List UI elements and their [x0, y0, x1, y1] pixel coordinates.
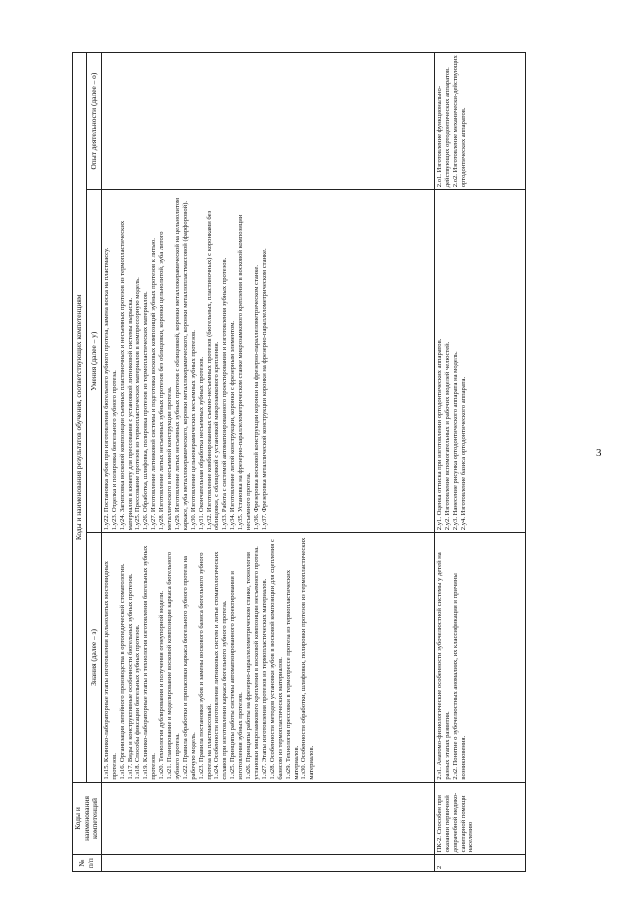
header-knowledge: Знания (далее – з) — [87, 533, 101, 782]
list-item: 1.з25. Принципы работы системы автоматизированного проектирования и изготовления зубных протезов. — [229, 571, 245, 780]
list-item: 1.у24. Загипсовка восковой композиции съемных пластиночных и несъемных протезов из термопластических материалов в кювету для прессования с установкой литниковой системы вырыска. — [118, 220, 134, 531]
row1-skills — [101, 190, 434, 533]
list-item: 1.з29. Технология прессовки в термопрессе протеза из термопластических материалов. — [284, 570, 300, 780]
list-item: 1.у37. Фрезеровка металлической конструкции коронки на фрезерно-параллелометрическом станке. — [260, 248, 268, 531]
header-experience: Опыт деятельности (далее – о) — [87, 53, 101, 190]
competency-table — [72, 52, 526, 872]
competency-table-rotated — [72, 52, 600, 872]
list-item: 2.у1. Оценка оттиска при изготовлении ортодонтических аппаратов. — [435, 338, 443, 531]
list-item: 1.з20. Технология дублирования и получения огнеупорной модели. — [158, 590, 166, 780]
row2-code: ПК-2. Способен при оказании первичной доврачебной медико-санитарной помощи населению — [434, 782, 525, 855]
list-item: 1.з18. Способы фиксации бюгельных зубных протезов. — [134, 624, 142, 780]
table-row — [434, 53, 525, 872]
list-item: 2.у2. Изготовление вспомогательных и рабочих моделей челюстей. — [443, 341, 451, 531]
list-item: 1.у26. Обработка, шлифовка, полировка протезов из термопластических материалов. — [142, 291, 150, 531]
header-group: Коды и наименования результатов обучения, соответствующих компетенциям — [73, 53, 87, 783]
list-item: 1.у32. Изготовление комбинированных съемно-несъемных протезов (бюгельных, пластиночных) с коронками без облицовки, с облицовкой с установкой микрозамкового крепления. — [205, 210, 221, 531]
list-item: 2.у4. Изготовление базиса ортодонтического аппарата. — [459, 376, 467, 531]
row2-experience — [434, 53, 525, 190]
list-item: 1.з30. Особенности обработки, шлифовки, полировки протезов из термопластических материалов. — [300, 537, 316, 780]
table-row — [101, 53, 434, 872]
list-item: 1.з16. Организация литейного производства в ортопедической стоматологии. — [118, 563, 126, 780]
row2-knowledge — [434, 533, 525, 782]
list-item: 1.з21. Планирование и моделирование восковой композиции каркаса бюгельного зубного протеза. — [166, 551, 181, 780]
list-item: 1.у29. Изготовление литых несъемных зубных протезов с облицовкой, коронки металлокерамической на цельнолитом каркасе, зуба металлокерамического, коронки металлокерамического, коронки металлопластмассовой (фарфоровой). — [173, 197, 189, 531]
page-number: 3 — [596, 447, 602, 459]
list-item: 1.у36. Фрезеровка восковой конструкции коронки на фрезерно-параллелометрическом станке. — [253, 265, 260, 531]
list-item: 1.у23. Отделка и полировка бюгельного зубного протеза. — [110, 370, 118, 531]
list-item: 1.у22. Постановка зубов при изготовлении бюгельного зубного протеза, замена воска на пластмассу. — [102, 247, 110, 531]
list-item: 1.у28. Изготовление литых несъемных зубных протезов без облицовки, коронки цельнолитой, зуба литого металлического в несъемной конструкции протеза. — [158, 231, 174, 531]
list-item: 1.з26. Принципы работы на фрезерно-параллелометрическом станке, технология установки микрозамкового крепления в восковой композиции несъемного протеза. — [245, 546, 260, 780]
list-item: 1.з27. Этапы изготовления протезов из термопластических материалов. — [260, 578, 268, 780]
list-item: 2.з1. Анатомо-физиологические особенности зубочелюстной системы у детей на разных этапах развития. — [435, 552, 451, 780]
header-skills: Умения (далее – у) — [87, 190, 101, 533]
list-item: 2.о2. Изготовление механически-действующих ортодонтических аппаратов. — [451, 55, 467, 188]
row2-num: 2 — [434, 855, 525, 872]
list-item: 1.з15. Клинико-лабораторные этапы изготовления цельнолитых мостовидных протезов. — [102, 561, 118, 780]
row1-experience — [101, 53, 434, 190]
list-item: 1.у25. Прессование протезов из термопластических материалов в компрессорную модель. — [134, 277, 142, 531]
header-num: № п/п — [73, 855, 102, 872]
list-item: 2.о1. Изготовление функционально-действующих ортодонтических аппаратов. — [435, 67, 451, 188]
list-item: 1.у31. Окончательная обработка несъемных зубных протезов. — [197, 356, 205, 531]
list-item: 1.з22. Правила обработки и припасовки каркаса бюгельного зубного протеза на рабочую модель. — [181, 556, 197, 780]
list-item: 1.у35. Установка на фрезерно-параллелометрическом станке микрозамкового крепления в восковой композиции несъемного протеза. — [237, 214, 253, 531]
list-item: 2.з2. Понятие о зубочелюстных аномалиях, их классификация и причины возникновения. — [451, 573, 467, 780]
list-item: 2.у3. Нанесение рисунка ортодонтического аппарата на модель. — [451, 351, 459, 531]
row1-num — [101, 855, 434, 872]
list-item: 1.у27. Изготовление литниковой системы и подготовка восковых композиций зубных протезов к литью. — [150, 238, 158, 531]
list-item: 1.з19. Клинико-лабораторные этапы и технология изготовления бюгельных зубных протезов. — [142, 545, 158, 780]
list-item: 1.з17. Виды и конструктивные особенности бюгельных зубных протезов. — [126, 573, 134, 780]
list-item: 1.з23. Правила постановки зубов и замены воскового базиса бюгельного зубного протеза на пластмассовый. — [197, 552, 213, 780]
row2-skills — [434, 190, 525, 533]
list-item: 1.з28. Особенности методов установки зубов в восковой композиции для сцепления с базисом из термопластических материалов. — [268, 539, 284, 780]
list-item: 1.з24. Особенности изготовления литниковых систем и литья стоматологических сплавов при изготовлении каркаса бюгельного зубного протеза. — [213, 551, 229, 780]
list-item: 1.у33. Работа с системой автоматизированного проектирования и изготовления зубных протезов. — [221, 257, 229, 531]
row1-knowledge — [101, 533, 434, 782]
header-code: Коды и наименования компетенций — [73, 782, 102, 855]
list-item: 1.у34. Изготовление литой конструкции, коронки с фрезерным элементом. — [229, 320, 237, 531]
list-item: 1.у30. Изготовление цельнокерамических несъемных зубных протезов. — [189, 330, 197, 531]
row1-code — [101, 782, 434, 855]
